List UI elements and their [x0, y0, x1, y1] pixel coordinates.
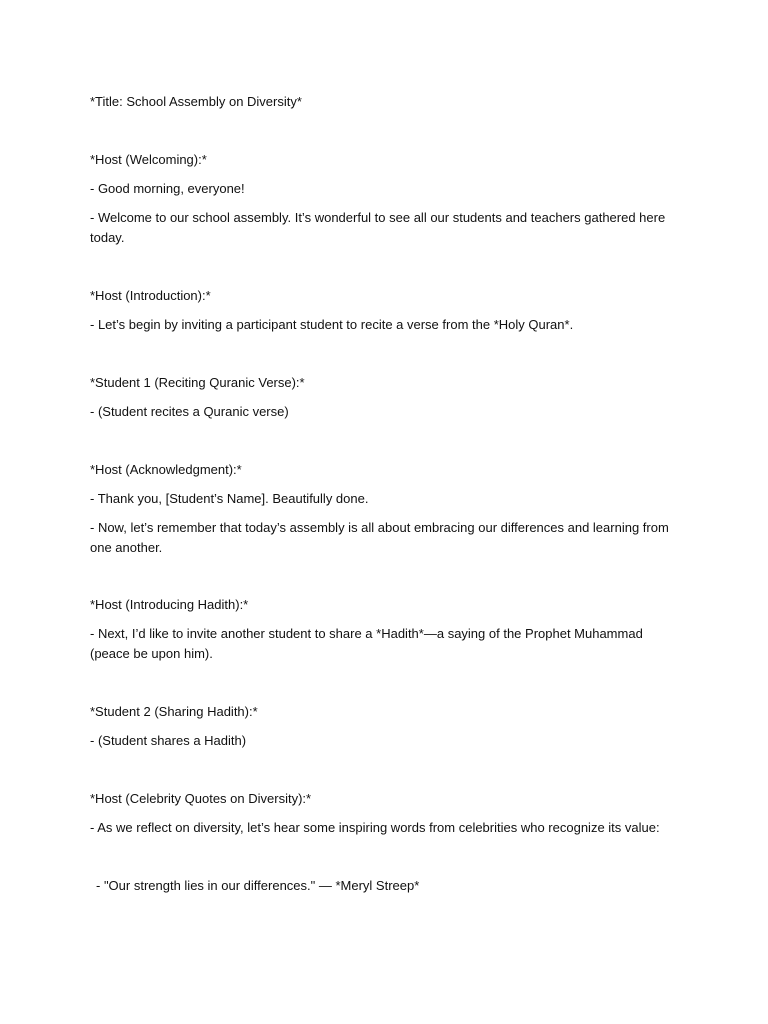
section-heading-host-introduction: *Host (Introduction):*	[90, 288, 211, 303]
section-heading-student-2: *Student 2 (Sharing Hadith):*	[90, 704, 258, 719]
paragraph-invite-hadith: - Next, I’d like to invite another student to share a *Hadith*—a saying of the Prophet Muhammad (peace be upon him).	[90, 626, 643, 661]
quote-meryl-streep: - "Our strength lies in our differences." — *Meryl Streep*	[96, 878, 420, 893]
section-heading-host-celebrity-quotes: *Host (Celebrity Quotes on Diversity):*	[90, 791, 312, 806]
paragraph-embracing-differences: - Now, let’s remember that today’s assembly is all about embracing our differences and learning from one another.	[90, 520, 669, 555]
document-title: *Title: School Assembly on Diversity*	[90, 94, 302, 109]
paragraph-student-shares: - (Student shares a Hadith)	[90, 733, 247, 748]
paragraph-thank-you: - Thank you, [Student’s Name]. Beautifully done.	[90, 491, 369, 506]
section-heading-host-acknowledgment: *Host (Acknowledgment):*	[90, 462, 242, 477]
paragraph-invite-recite: - Let’s begin by inviting a participant student to recite a verse from the *Holy Quran*.	[90, 317, 574, 332]
paragraph-reflect-diversity: - As we reflect on diversity, let’s hear some inspiring words from celebrities who recognize its value:	[90, 820, 660, 835]
paragraph-good-morning: - Good morning, everyone!	[90, 181, 245, 196]
section-heading-host-welcoming: *Host (Welcoming):*	[90, 152, 207, 167]
paragraph-student-recites: - (Student recites a Quranic verse)	[90, 404, 289, 419]
paragraph-welcome: - Welcome to our school assembly. It’s wonderful to see all our students and teachers gathered here today.	[90, 210, 666, 245]
section-heading-host-introducing-hadith: *Host (Introducing Hadith):*	[90, 597, 249, 612]
section-heading-student-1: *Student 1 (Reciting Quranic Verse):*	[90, 375, 305, 390]
